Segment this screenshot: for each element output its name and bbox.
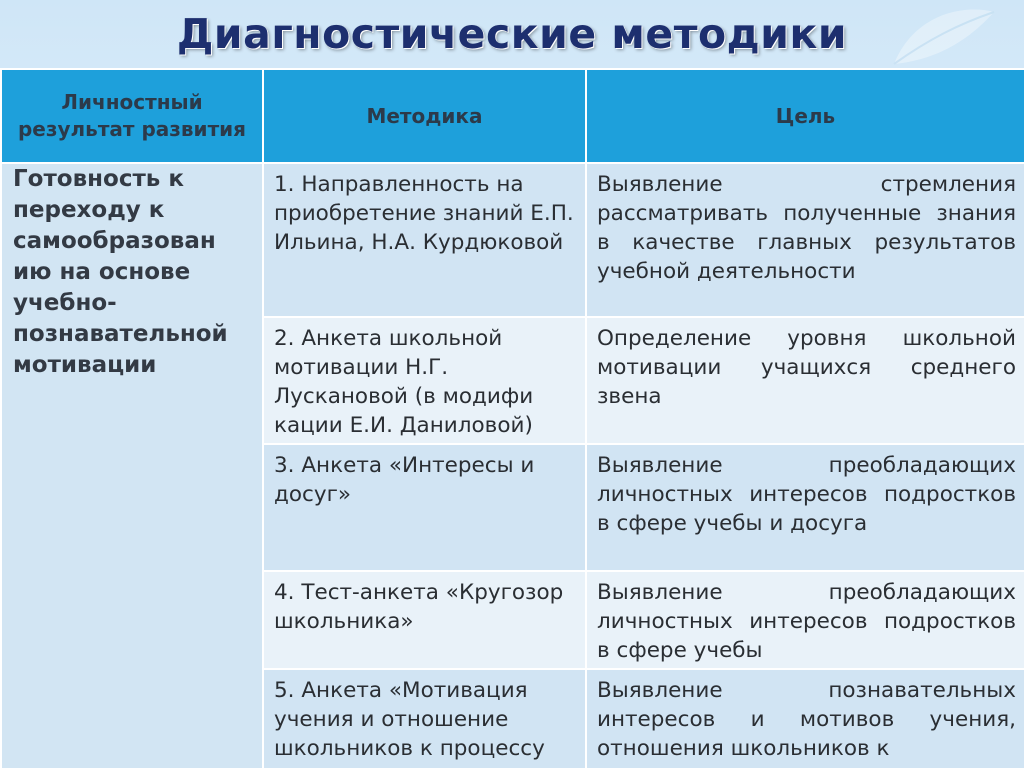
goal-cell: Выявление преобладающих личностных интересов подростков в сфере учебы и досуга [586,444,1024,571]
header-goal: Цель [586,69,1024,163]
header-result: Личностный результат развития [1,69,263,163]
table-header-row [1,69,1024,163]
method-cell: 1. Направленность на приобретение знаний Е.П. Ильина, Н.А. Курдюковой [263,163,586,317]
header-method: Методика [263,69,586,163]
methods-table [0,68,1024,770]
page-title: Диагностические методики [176,10,848,58]
goal-cell: Выявление преобладающих личностных интересов подростков в сфере учебы [586,571,1024,669]
result-cell: Готовность к переходу к самообразован ию на основе учебно-познавательной мотивации [1,163,263,769]
goal-cell: Определение уровня школьной мотивации учащихся среднего звена [586,317,1024,444]
goal-cell: Выявление познавательных интересов и мотивов учения, отношения школьников к [586,669,1024,769]
goal-cell: Выявление стремления рассматривать полученные знания в качестве главных результатов учебной деятельности [586,163,1024,317]
method-cell: 3. Анкета «Интересы и досуг» [263,444,586,571]
method-cell: 2. Анкета школьной мотивации Н.Г. Лускановой (в модифи кации Е.И. Даниловой) [263,317,586,444]
method-cell: 5. Анкета «Мотивация учения и отношение школьников к процессу [263,669,586,769]
table-row [1,163,1024,317]
method-cell: 4. Тест-анкета «Кругозор школьника» [263,571,586,669]
